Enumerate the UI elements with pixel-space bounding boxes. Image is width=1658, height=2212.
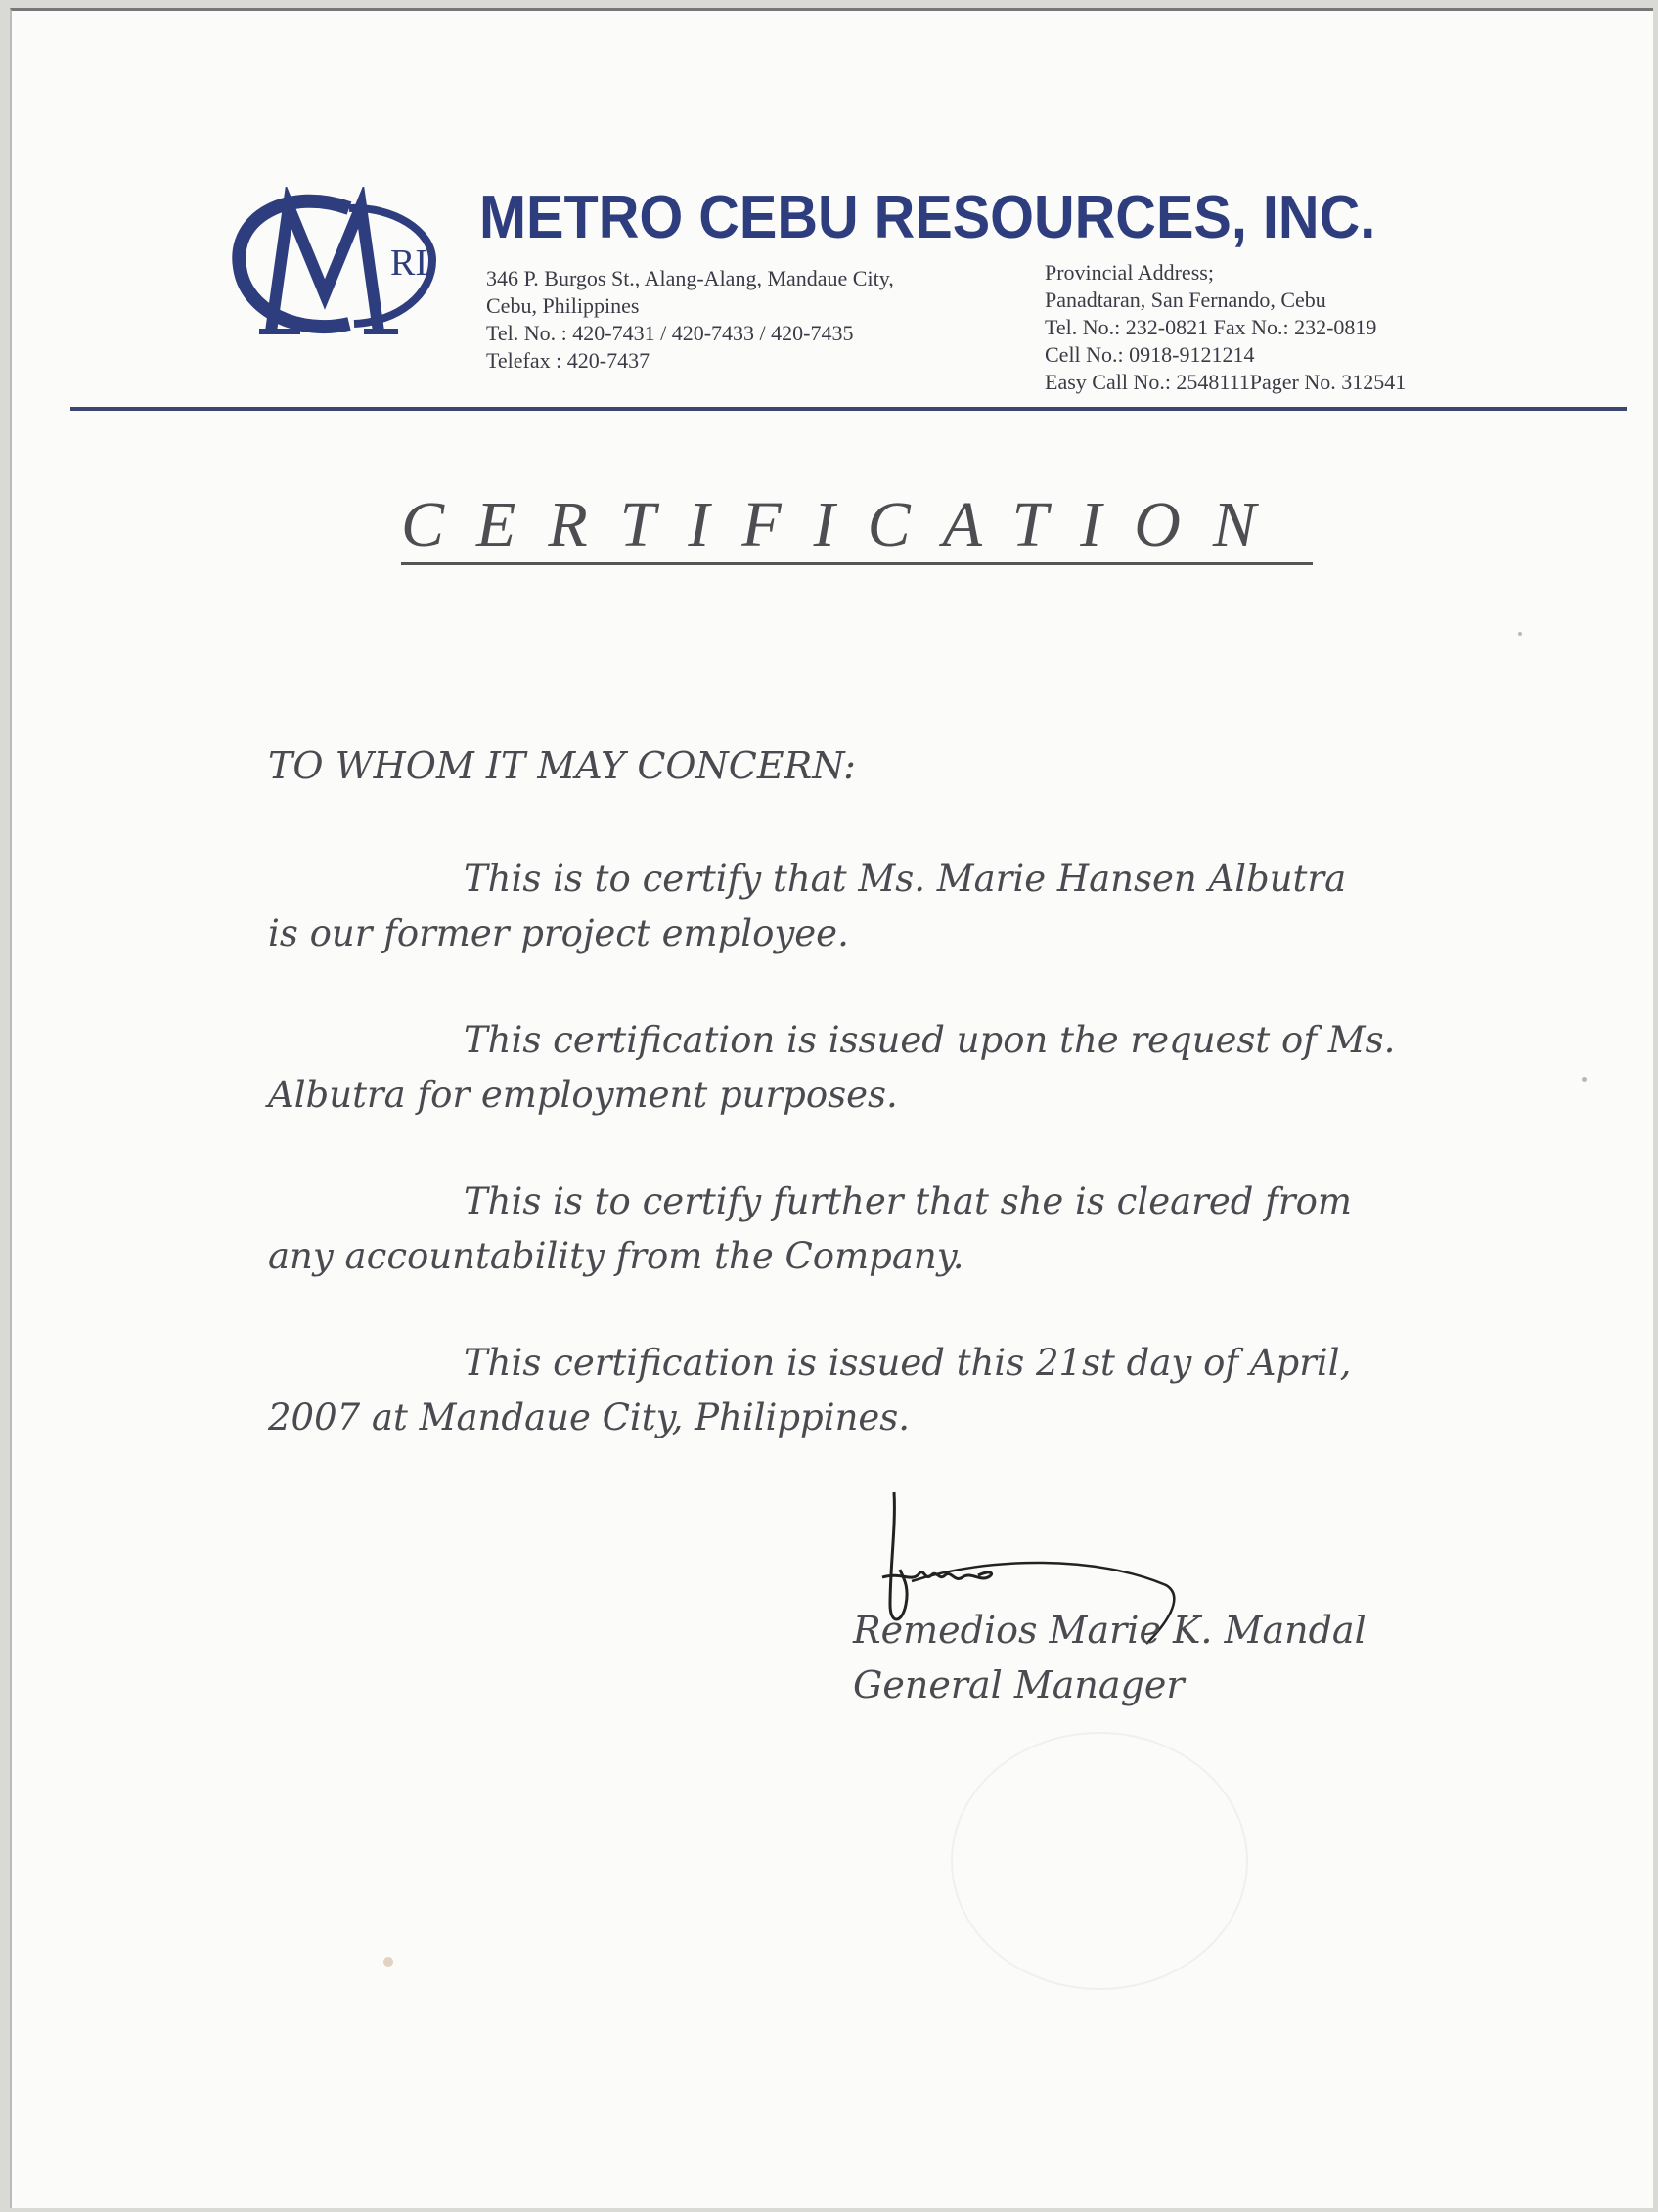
paper-speck: [1582, 1077, 1587, 1082]
address-line: Cebu, Philippines: [486, 293, 640, 318]
phone-line: Tel. No. : 420-7431 / 420-7433 / 420-7435: [486, 321, 854, 345]
cell-line: Cell No.: 0918-9121214: [1045, 342, 1255, 367]
main-address: [486, 265, 894, 375]
address-line: 346 P. Burgos St., Alang-Alang, Mandaue City,: [486, 266, 894, 290]
paragraph-line: This certification is issued upon the request of Ms.: [464, 1019, 1396, 1061]
document-title: CERTIFICATION: [401, 490, 1313, 565]
paragraph: [268, 852, 1442, 961]
paragraph-line: This is to certify further that she is cleared from: [464, 1180, 1352, 1222]
company-logo-icon: [232, 187, 437, 343]
address-line: Panadtaran, San Fernando, Cebu: [1045, 288, 1326, 312]
paragraph-line: is our former project employee.: [268, 912, 849, 954]
signatory-name: Remedios Marie K. Mandal: [853, 1609, 1367, 1652]
signatory-position: General Manager: [853, 1663, 1185, 1706]
document-page: [10, 8, 1653, 2208]
paragraph-line: any accountability from the Company.: [268, 1235, 964, 1277]
provincial-heading: Provincial Address;: [1045, 260, 1214, 285]
provincial-address: [1045, 259, 1406, 396]
telefax-line: Telefax : 420-7437: [486, 348, 650, 373]
pager-line: Easy Call No.: 2548111Pager No. 312541: [1045, 370, 1407, 394]
paragraph: [268, 1013, 1442, 1123]
paper-speck: [1518, 632, 1522, 636]
paper-speck: [383, 1957, 393, 1967]
signatory-block: [853, 1603, 1367, 1712]
company-name: METRO CEBU RESOURCES, INC.: [479, 184, 1376, 251]
faint-seal-stamp: [951, 1732, 1248, 1990]
paragraph-line: 2007 at Mandaue City, Philippines.: [268, 1396, 911, 1438]
phone-line: Tel. No.: 232-0821 Fax No.: 232-0819: [1045, 315, 1377, 339]
paragraph-line: This certification is issued this 21st day of April,: [464, 1342, 1352, 1384]
letterhead-divider: [70, 407, 1627, 411]
svg-text:RI: RI: [390, 243, 427, 284]
paragraph: [268, 1174, 1442, 1284]
paragraph: [268, 1336, 1442, 1445]
paragraph-line: Albutra for employment purposes.: [268, 1074, 898, 1116]
salutation: TO WHOM IT MAY CONCERN:: [268, 744, 856, 787]
paragraph-line: This is to certify that Ms. Marie Hansen Albutra: [464, 858, 1347, 900]
